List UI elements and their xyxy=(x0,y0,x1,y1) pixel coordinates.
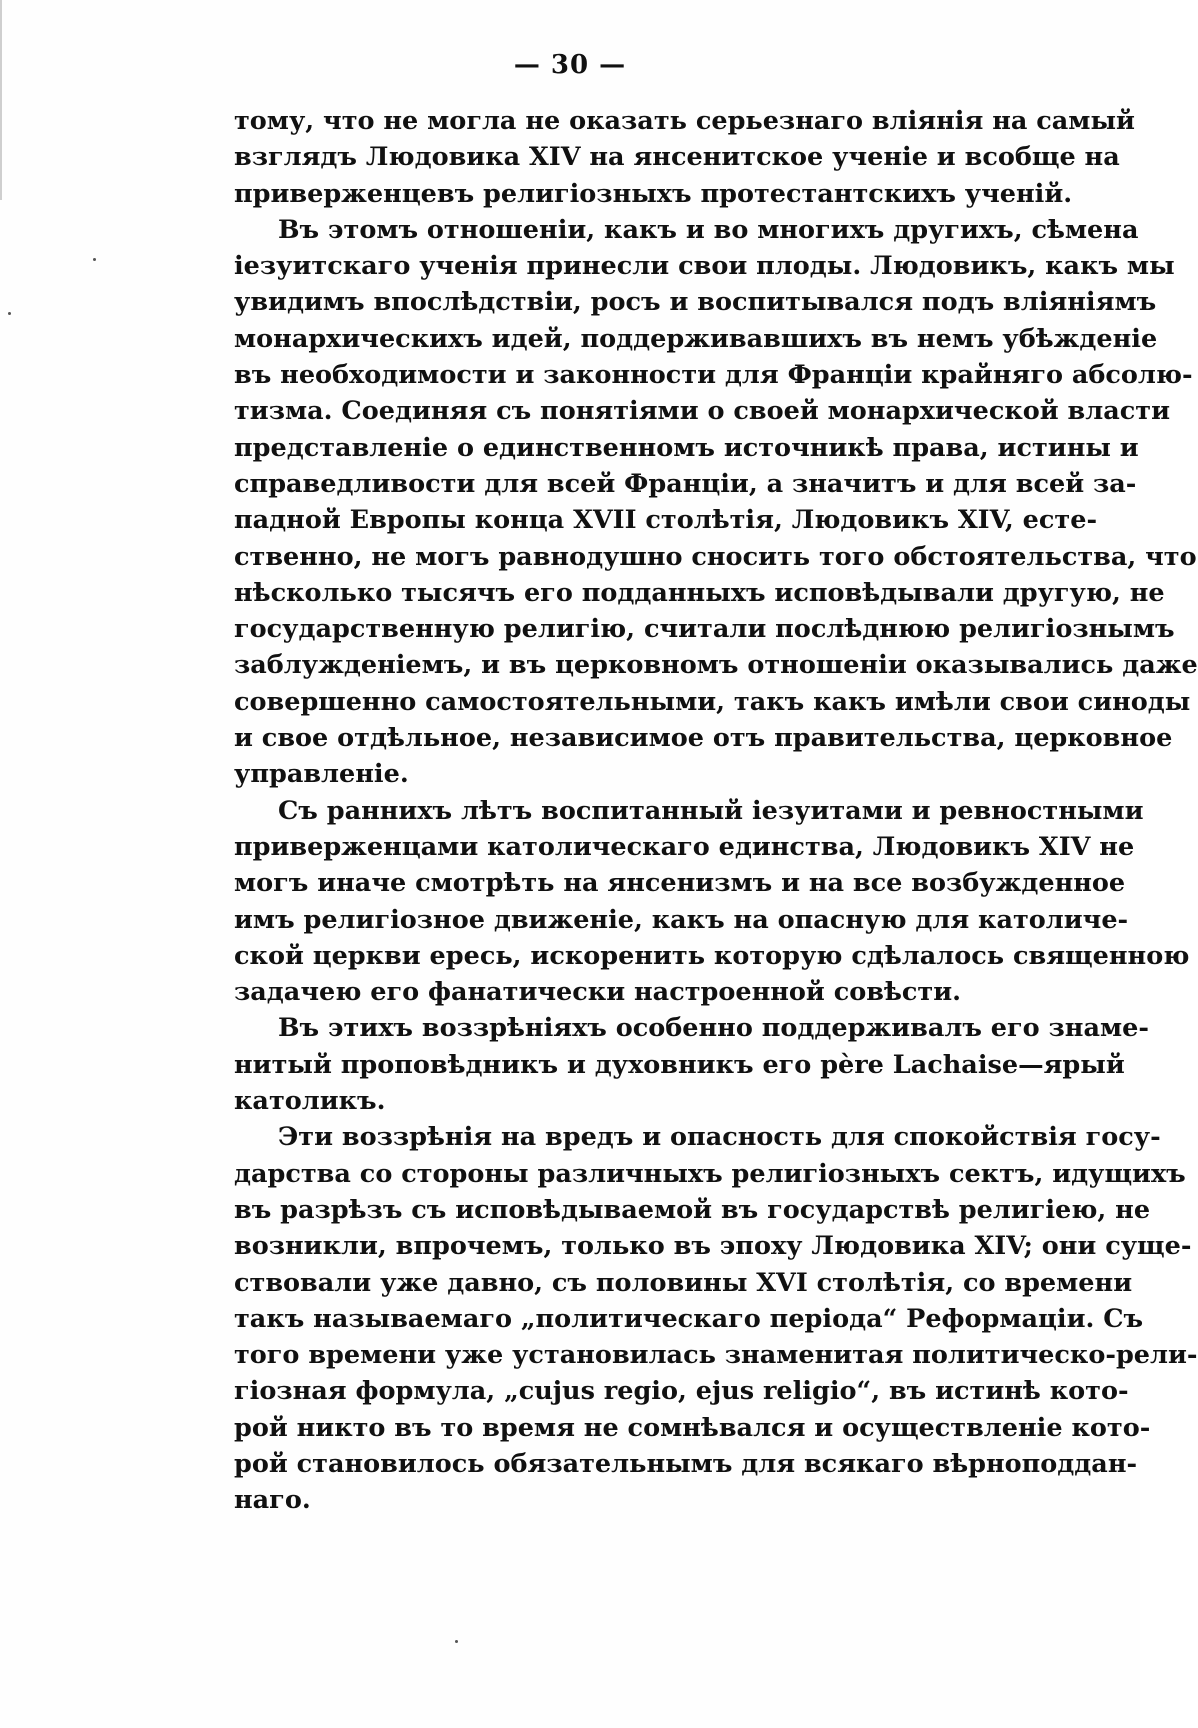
scan-speck xyxy=(8,312,11,315)
text-line: приверженцевъ религіозныхъ протестантскихъ ученій. xyxy=(234,178,1073,209)
text-line: возникли, впрочемъ, только въ эпоху Людовика XIV; они суще- xyxy=(234,1231,1192,1262)
text-line: заблужденіемъ, и въ церковномъ отношеніи оказывались даже xyxy=(234,650,1198,681)
text-line: и свое отдѣльное, независимое отъ правительства, церковное xyxy=(234,723,1173,754)
text-line: рой становилось обязательнымъ для всякаго вѣрноподдан- xyxy=(234,1448,1138,1479)
text-line: въ разрѣзъ съ исповѣдываемой въ государствѣ религіею, не xyxy=(234,1194,1151,1225)
page-number: — 30 — xyxy=(513,50,627,80)
text-line: управленіе. xyxy=(234,759,409,790)
paragraph xyxy=(234,793,1190,1011)
paragraph xyxy=(234,1010,1149,1119)
text-line: рой никто въ то время не сомнѣвался и осуществленіе кото- xyxy=(234,1412,1151,1443)
text-line: нитый проповѣдникъ и духовникъ его père Lachaise—ярый xyxy=(234,1049,1125,1080)
text-line: такъ называемаго „политическаго періода“ Реформаціи. Съ xyxy=(234,1303,1144,1334)
paragraph xyxy=(234,212,1198,793)
text-line: совершенно самостоятельными, такъ какъ имѣли свои синоды xyxy=(234,686,1191,717)
text-line: наго. xyxy=(234,1485,311,1516)
text-line: падной Европы конца XVII столѣтія, Людовикъ XIV, есте- xyxy=(234,505,1098,536)
text-line: взглядъ Людовика XIV на янсенитское ученіе и всобще на xyxy=(234,142,1120,173)
text-line: справедливости для всей Франціи, а значитъ и для всей за- xyxy=(234,468,1137,499)
text-line: іезуитскаго ученія принесли свои плоды. Людовикъ, какъ мы xyxy=(234,251,1175,282)
scan-speck xyxy=(93,258,96,261)
text-line: имъ религіозное движеніе, какъ на опасную для католиче- xyxy=(234,904,1129,935)
text-line: Эти воззрѣнія на вредъ и опасность для спокойствія госу- xyxy=(278,1122,1161,1153)
text-line: представленіе о единственномъ источникѣ права, истины и xyxy=(234,432,1139,463)
text-line: тому, что не могла не оказать серьезнаго вліянія на самый xyxy=(234,106,1135,136)
paragraph xyxy=(234,103,1135,212)
text-line: Съ раннихъ лѣтъ воспитанный іезуитами и ревностными xyxy=(278,795,1144,826)
scan-speck xyxy=(455,1640,458,1643)
text-line: могъ иначе смотрѣть на янсенизмъ и на все возбужденное xyxy=(234,868,1126,899)
text-line: того времени уже установилась знаменитая политическо-рели- xyxy=(234,1340,1198,1371)
paragraph xyxy=(234,1119,1198,1518)
text-line: ствовали уже давно, съ половины XVI столѣтія, со времени xyxy=(234,1267,1133,1298)
text-line: монархическихъ идей, поддерживавшихъ въ немъ убѣжденіе xyxy=(234,323,1158,354)
text-line: въ необходимости и законности для Франціи крайняго абсолю- xyxy=(234,360,1193,391)
text-line: католикъ. xyxy=(234,1086,386,1117)
text-line: задачею его фанатически настроенной совѣсти. xyxy=(234,977,962,1008)
text-line: гіозная формула, „cujus regio, ejus religio“, въ истинѣ кото- xyxy=(234,1376,1129,1407)
scan-margin-line xyxy=(0,0,2,200)
text-line: Въ этомъ отношеніи, какъ и во многихъ другихъ, сѣмена xyxy=(278,214,1139,245)
text-line: нѣсколько тысячъ его подданныхъ исповѣдывали другую, не xyxy=(234,577,1165,608)
text-line: Въ этихъ воззрѣніяхъ особенно поддерживалъ его знаме- xyxy=(278,1013,1149,1044)
text-line: государственную религію, считали послѣднюю религіознымъ xyxy=(234,614,1175,645)
text-line: дарства со стороны различныхъ религіозныхъ сектъ, идущихъ xyxy=(234,1158,1186,1189)
text-line: тизма. Соединяя съ понятіями о своей монархической власти xyxy=(234,396,1171,427)
body-text xyxy=(234,103,1198,1519)
text-line: приверженцами католическаго единства, Людовикъ XIV не xyxy=(234,831,1135,862)
text-line: ственно, не могъ равнодушно сносить того обстоятельства, что xyxy=(234,541,1197,572)
text-line: ской церкви ересь, искоренить которую сдѣлалось священною xyxy=(234,940,1190,971)
text-line: увидимъ впослѣдствіи, росъ и воспитывался подъ вліяніямъ xyxy=(234,287,1157,318)
